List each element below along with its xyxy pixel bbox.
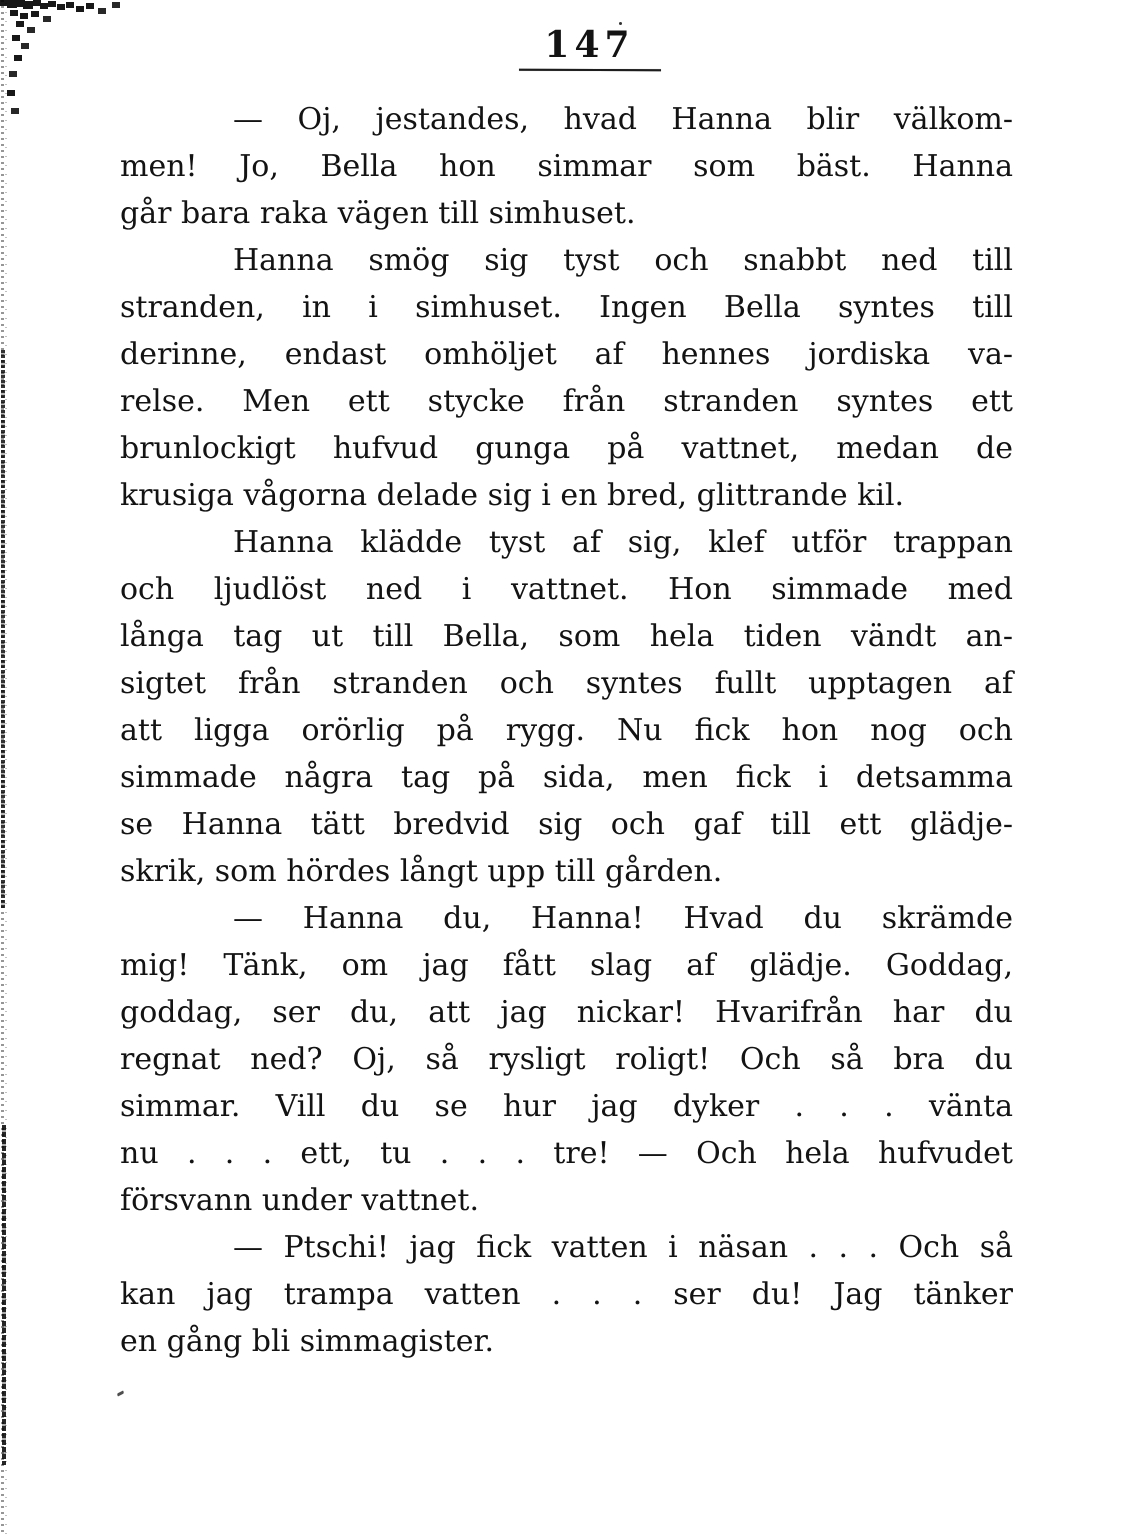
paragraph bbox=[120, 96, 1013, 237]
page-number-underline bbox=[518, 69, 660, 71]
text-line: derinne, endast omhöljet af hennes jordiska va- bbox=[120, 337, 1013, 372]
text-line: stranden, in i simhuset. Ingen Bella syntes till bbox=[120, 290, 1013, 325]
text-line: försvann under vattnet. bbox=[120, 1183, 480, 1218]
text-line: simmade några tag på sida, men fick i detsamma bbox=[120, 760, 1013, 795]
body-text bbox=[120, 96, 1013, 1365]
text-line: Hanna klädde tyst af sig, klef utför trappan bbox=[233, 525, 1013, 560]
text-line: simmar. Vill du se hur jag dyker . . . vänta bbox=[120, 1089, 1013, 1124]
text-line: men! Jo, Bella hon simmar som bäst. Hanna bbox=[120, 149, 1013, 184]
text-line: skrik, som hördes långt upp till gården. bbox=[120, 854, 723, 889]
left-edge-scan-noise-dense bbox=[1, 350, 5, 910]
text-line: krusiga vågorna delade sig i en bred, glittrande kil. bbox=[120, 478, 905, 513]
page-number: 147 bbox=[544, 24, 635, 66]
paragraph bbox=[120, 519, 1013, 895]
paragraph bbox=[120, 895, 1013, 1224]
text-line: — Hanna du, Hanna! Hvad du skrämde bbox=[233, 901, 1013, 936]
text-line: går bara raka vägen till simhuset. bbox=[120, 196, 636, 231]
text-line: kan jag trampa vatten . . . ser du! Jag tänker bbox=[120, 1277, 1013, 1312]
text-line: långa tag ut till Bella, som hela tiden vändt an- bbox=[120, 619, 1013, 654]
text-line: att ligga orörlig på rygg. Nu fick hon nog och bbox=[120, 713, 1013, 748]
page-header bbox=[0, 24, 1123, 71]
paragraph bbox=[120, 237, 1013, 519]
text-line: — Ptschi! jag fick vatten i näsan . . . Och så bbox=[233, 1230, 1013, 1265]
paragraph bbox=[120, 1224, 1013, 1365]
left-edge-scan-noise-dense bbox=[2, 1125, 6, 1465]
text-line: relse. Men ett stycke från stranden syntes ett bbox=[120, 384, 1013, 419]
ink-speck bbox=[117, 1390, 124, 1396]
text-line: goddag, ser du, att jag nickar! Hvarifrån har du bbox=[120, 995, 1013, 1030]
text-line: brunlockigt hufvud gunga på vattnet, medan de bbox=[120, 431, 1013, 466]
text-line: nu . . . ett, tu . . . tre! — Och hela hufvudet bbox=[120, 1136, 1013, 1171]
text-line: mig! Tänk, om jag fått slag af glädje. Goddag, bbox=[120, 948, 1013, 983]
text-line: och ljudlöst ned i vattnet. Hon simmade med bbox=[120, 572, 1013, 607]
text-line: — Oj, jestandes, hvad Hanna blir välkom- bbox=[233, 102, 1013, 137]
text-line: sigtet från stranden och syntes fullt upptagen af bbox=[120, 666, 1013, 701]
top-left-corner-scan-noise bbox=[0, 0, 8, 6]
text-line: Hanna smög sig tyst och snabbt ned till bbox=[233, 243, 1013, 278]
text-line: en gång bli simmagister. bbox=[120, 1324, 495, 1359]
text-line: se Hanna tätt bredvid sig och gaf till ett glädje- bbox=[120, 807, 1013, 842]
text-line: regnat ned? Oj, så rysligt roligt! Och så bra du bbox=[120, 1042, 1013, 1077]
